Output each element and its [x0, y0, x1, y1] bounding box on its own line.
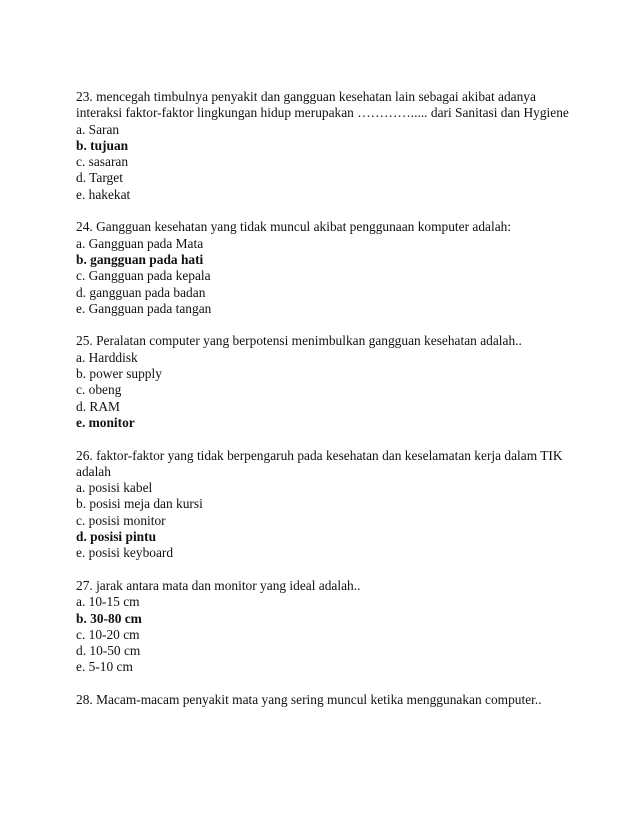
question-block: [76, 333, 576, 431]
question-block: [76, 219, 576, 317]
answer-option: c. posisi monitor: [76, 512, 166, 528]
quiz-content: [76, 89, 576, 725]
answer-option-correct: d. posisi pintu: [76, 529, 157, 545]
answer-option: c. sasaran: [76, 154, 129, 170]
answer-option: a. Gangguan pada Mata: [76, 235, 204, 251]
question-block: [76, 578, 576, 676]
answer-option: a. Harddisk: [76, 349, 138, 365]
answer-option: c. 10-20 cm: [76, 626, 140, 642]
answer-option-correct: b. 30-80 cm: [76, 610, 142, 626]
answer-option: e. 5-10 cm: [76, 659, 133, 675]
answer-option: e. posisi keyboard: [76, 545, 174, 561]
question-text: 24. Gangguan kesehatan yang tidak muncul akibat penggunaan komputer adalah:: [76, 219, 512, 235]
question-text: 28. Macam-macam penyakit mata yang sering muncul ketika menggunakan computer..: [76, 691, 542, 707]
answer-option: c. obeng: [76, 382, 122, 398]
question-text: 25. Peralatan computer yang berpotensi menimbulkan gangguan kesehatan adalah..: [76, 333, 522, 349]
answer-option: a. posisi kabel: [76, 480, 153, 496]
answer-option-correct: e. monitor: [76, 414, 135, 430]
question-text: 26. faktor-faktor yang tidak berpengaruh pada kesehatan dan keselamatan kerja dalam TIK adalah: [76, 447, 563, 479]
answer-option: e. Gangguan pada tangan: [76, 300, 212, 316]
question-block: [76, 89, 576, 203]
answer-option-correct: b. gangguan pada hati: [76, 251, 204, 267]
question-block: [76, 692, 576, 708]
answer-option-correct: b. tujuan: [76, 137, 129, 153]
answer-option: c. Gangguan pada kepala: [76, 268, 211, 284]
answer-option: d. Target: [76, 170, 123, 186]
answer-option: d. 10-50 cm: [76, 643, 141, 659]
answer-option: b. posisi meja dan kursi: [76, 496, 203, 512]
question-block: [76, 448, 576, 562]
answer-option: e. hakekat: [76, 186, 131, 202]
answer-option: a. 10-15 cm: [76, 594, 140, 610]
answer-option: d. gangguan pada badan: [76, 284, 206, 300]
answer-option: b. power supply: [76, 366, 162, 382]
question-text: 27. jarak antara mata dan monitor yang ideal adalah..: [76, 577, 361, 593]
answer-option: d. RAM: [76, 398, 120, 414]
answer-option: a. Saran: [76, 121, 120, 137]
question-text: 23. mencegah timbulnya penyakit dan gangguan kesehatan lain sebagai akibat adanya interaksi faktor-faktor lingkungan hidup merupakan …………..... dari Sanitasi dan Hygiene: [76, 89, 569, 121]
